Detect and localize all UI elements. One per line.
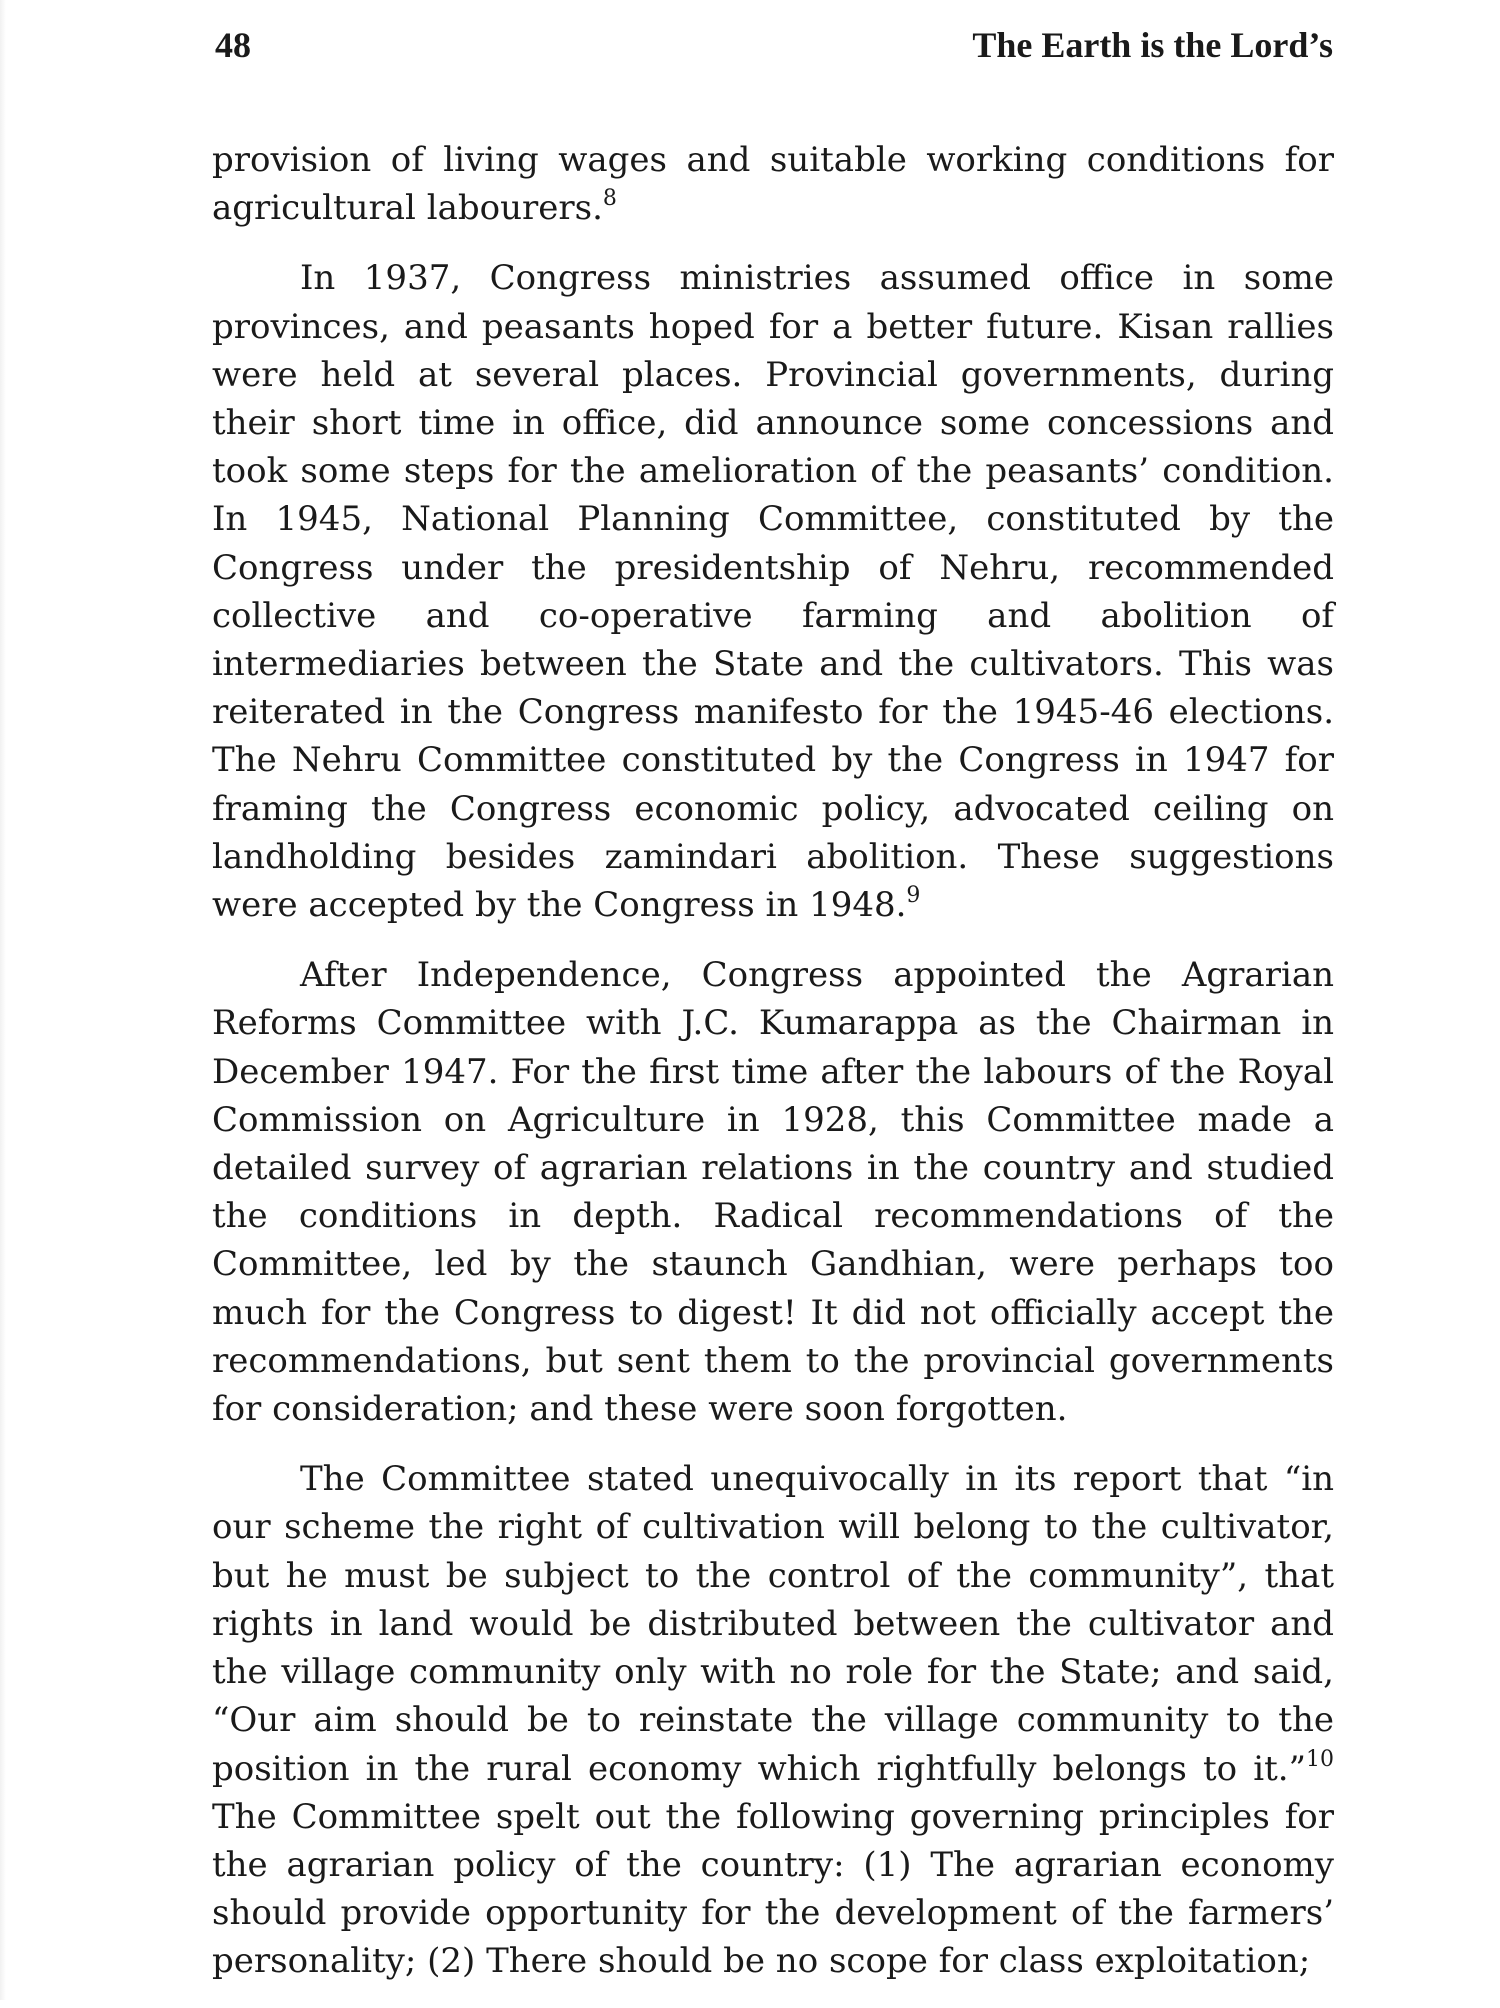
paragraph-3-text: After Independence, Congress appointed the Agrarian Reforms Committee with J.C. Kumarappa as the Chairman in December 1947. For the first time after the labours of the Royal Commission on Agriculture in 1928, this Committee made a detailed survey of agrarian relations in the country and studied the conditions in depth. Radical recommendations of the Committee, led by the staunch Gandhian, were perhaps too much for the Congress to digest! It did not officially accept the recommendations, but sent them to the provincial governments for consideration; and these were soon forgotten. [212, 955, 1334, 1430]
running-title: The Earth is the Lord’s [972, 25, 1333, 65]
paragraph-2 [212, 254, 1334, 929]
paragraph-3 [212, 951, 1334, 1433]
footnote-ref-8: 8 [602, 186, 617, 212]
footnote-ref-9: 9 [906, 883, 921, 909]
paragraph-2-text: In 1937, Congress ministries assumed office in some provinces, and peasants hoped for a better future. Kisan rallies were held at several places. Provincial governments, during their short time in office, did announce some concessions and took some steps for the amelioration of the peasants’ condition. In 1945, National Planning Committee, constituted by the Congress under the presidentship of Nehru, recommended collective and co-operative farming and abolition of intermediaries between the State and the cultivators. This was reiterated in the Congress manifesto for the 1945-46 elections. The Nehru Committee constituted by the Congress in 1947 for framing the Congress economic policy, advocated ceiling on landholding besides zamindari abolition. These suggestions were accepted by the Congress in 1948. [212, 258, 1334, 926]
paragraph-4-text-start: The Committee stated unequivocally in its report that “in our scheme the right of cultivation will belong to the cultivator, but he must be subject to the control of the community”, that rights in land would be distributed between the cultivator and the village community only with no role for the State; and said, “Our aim should be to reinstate the village community to the position in the rural economy which rightfully belongs to it.” [212, 1459, 1334, 1789]
paragraph-4 [212, 1455, 1334, 1985]
paragraph-1 [212, 136, 1334, 232]
footnote-ref-10: 10 [1306, 1746, 1334, 1772]
page-edge-shadow [0, 0, 6, 2000]
page-number: 48 [215, 25, 251, 65]
paragraph-4-text-end: The Committee spelt out the following governing principles for the agrarian policy of the country: (1) The agrarian economy should provide opportunity for the development of the farmers’ personality; (2) There should be no scope for class exploitation; [212, 1796, 1334, 1982]
paragraph-1-text: provision of living wages and suitable working conditions for agricultural labourers. [212, 140, 1334, 229]
body-text [212, 136, 1334, 2008]
running-head [215, 24, 1333, 74]
